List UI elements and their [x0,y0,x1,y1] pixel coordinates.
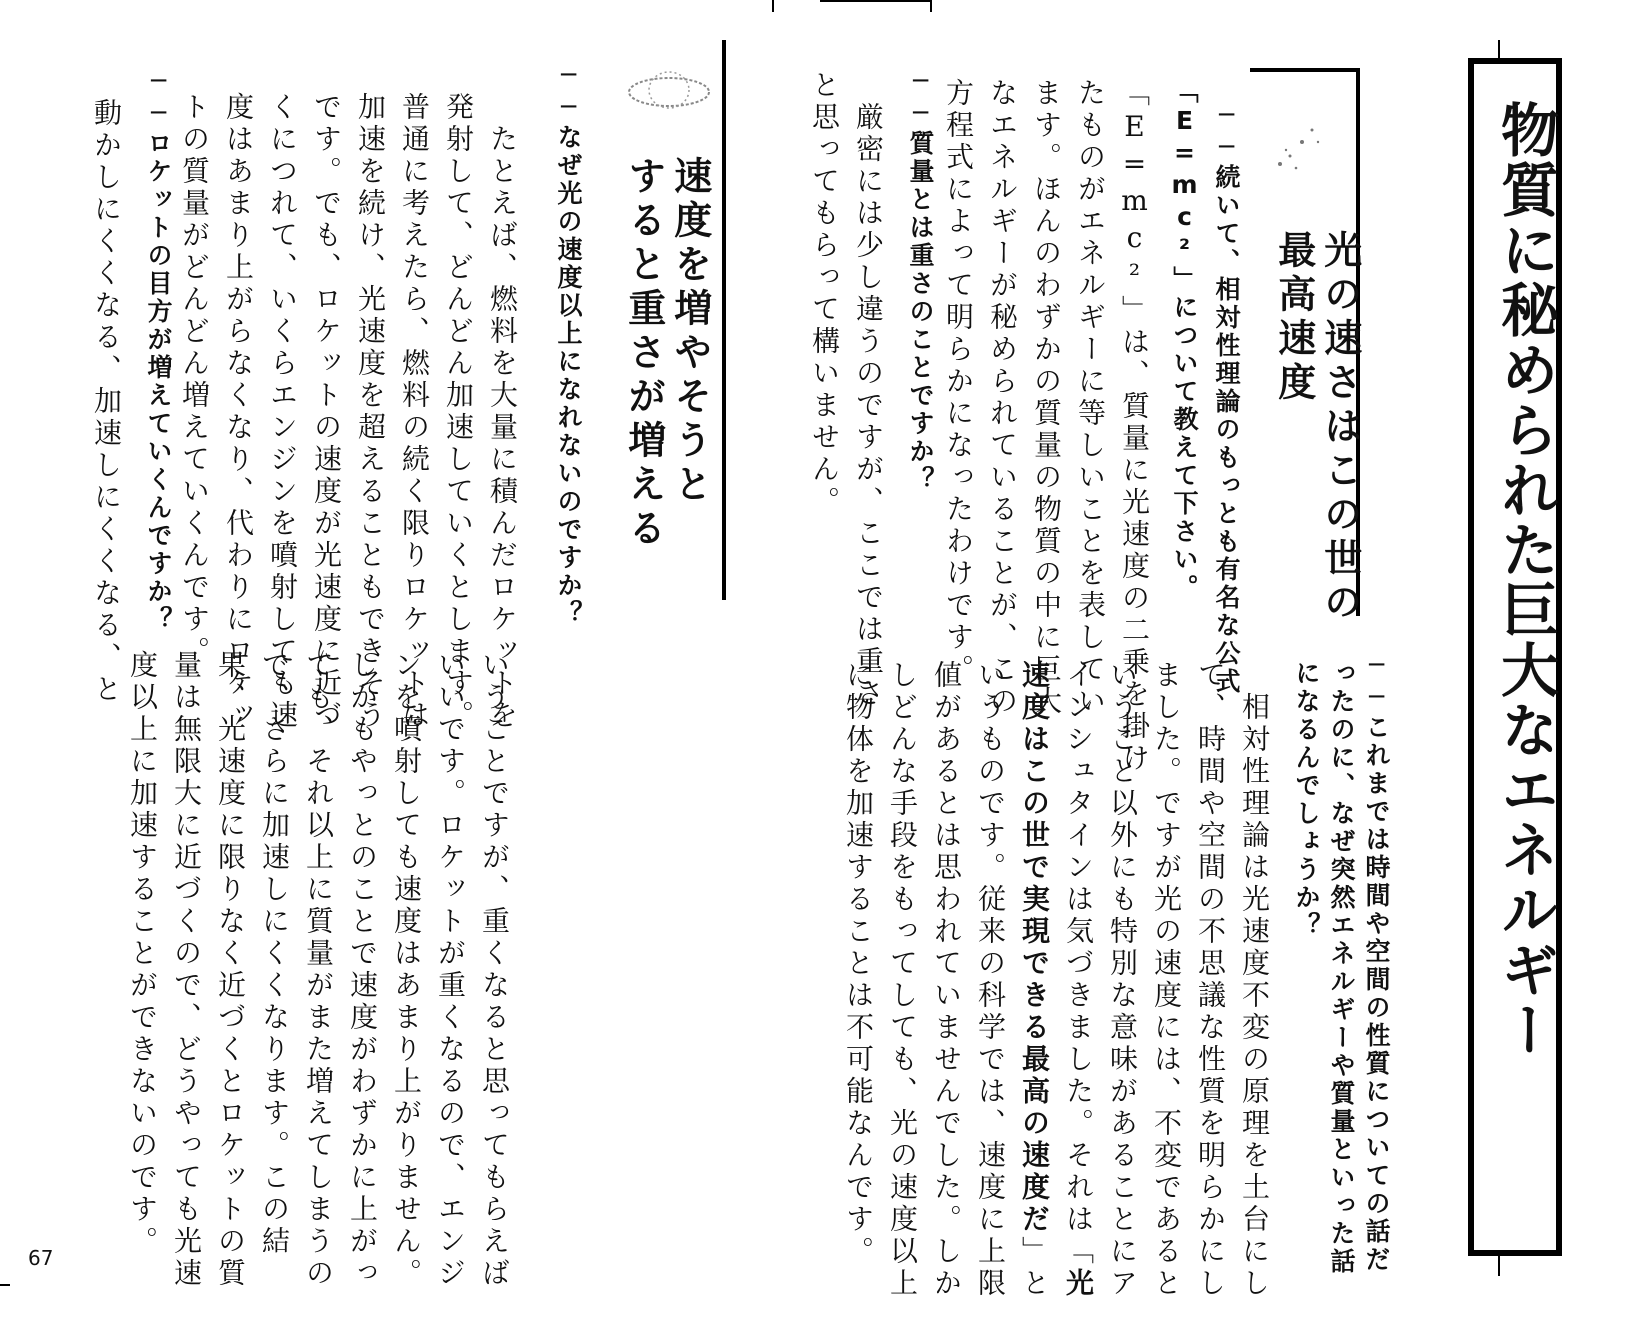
main-title: 物質に秘められた巨大なエネルギー [1491,100,1559,1060]
section2-answer1-line7: 度はあまり上がらなくなり、代わりにロケッ [222,92,255,732]
section2-answer1-line3: 普通に考えたら、燃料の続く限りロケットは [398,92,431,732]
emc2-answer-line2: たものがエネルギーに等しいことを表してい [1074,78,1107,718]
emc2-question-line2: 「E=mc²」について教えて下さい。 [1170,78,1199,602]
section1-question-line3: になるんでしょうか？ [1292,660,1321,940]
heading1-rule-top [1250,68,1360,72]
section2-answer2-line9: 度以上に加速することができないのです。 [126,650,159,1258]
section1-answer-line2: て、時間や空間の不思議な性質を明らかにし [1194,660,1227,1300]
emc2-answer-line1: 「E=mc²」は、質量に光速度の二乗を掛け [1118,78,1151,775]
emc2-answer-line5: 方程式によって明らかになったわけです。 [942,78,975,686]
section1-answer-line6 [1018,660,1051,1300]
emc2-question-line1: ──続いて、相対性理論のもっとも有名な公式 [1212,100,1241,696]
section2-answer1-line2: 発射して、どんどん加速していくとします。 [442,92,475,732]
top-crop-mark-2 [930,0,932,12]
mass-answer-line1: 厳密には少し違うのですが、ここでは重さ [852,70,885,710]
section1-heading-line2: 最高速度 [1271,230,1317,406]
section1-answer-line5 [1062,660,1095,1300]
section2-answer1-line5: です。でも、ロケットの速度が光速度に近づ [310,92,343,732]
section1-question-line2: ったのに、なぜ突然エネルギーや質量といった話 [1327,660,1356,1276]
heading2-rule-side [722,40,726,600]
top-crop-line [820,0,930,2]
emc2-answer-line3: ます。ほんのわずかの質量の物質の中に巨大 [1030,78,1063,718]
page-number: 67 [28,1246,54,1270]
section1-heading-line1: 光の速さはこの世の [1317,230,1363,626]
section1-question-line1: ──これまでは時間や空間の性質についての話だ [1362,650,1391,1274]
section2-answer2-line0: 動かしにくくなる、加速しにくくなる、と [90,66,123,706]
sparkle-icon [1268,112,1328,182]
section1-answer-line5-text: インシュタインは気づきました。それは「 [1062,660,1095,1268]
section2-answer1-line4: 加速を続け、光速度を超えることもできそう [354,92,387,732]
section2-answer2-line2: いいです。ロケットが重くなるので、エンジ [434,650,467,1290]
title-tick-bottom [1498,1256,1500,1276]
page-corner-mark [0,1284,10,1286]
section1-emphasis-end: 」と [1018,1236,1051,1300]
section1-emphasis: 速度はこの世で実現できる最高の速度だ [1018,660,1051,1236]
section2-answer1-line8: トの質量がどんどん増えていくんです。 [178,92,211,668]
title-tick [1498,40,1500,60]
section1-emphasis-start: 光 [1062,1268,1095,1300]
top-crop-mark [772,0,774,12]
section2-heading-line2: すると重さが増える [621,156,667,552]
mass-answer-line2: と思ってもらって構いません。 [808,70,841,518]
section1-answer-line8: 値があるとは思われていませんでした。しか [930,660,963,1300]
section2-answer1-line1: たとえば、燃料を大量に積んだロケットを [486,92,519,732]
mass-question: ──質量とは重さのことですか？ [906,66,935,494]
section1-answer-line3: ました。ですが光の速度には、不変であると [1150,660,1183,1300]
section2-answer2-line5: ても、それ以上に質量がまた増えてしまうの [302,650,335,1290]
section2-answer1-line6: くにつれて、いくらエンジンを噴射しても速 [266,92,299,732]
section2-answer2-line3: ンを噴射しても速度はあまり上がりません。 [390,650,423,1290]
emc2-answer-line4: なエネルギーが秘められていることが、この [986,78,1019,718]
section2-question1: ──なぜ光の速度以上になれないのですか？ [554,60,583,628]
section2-answer2-line7: 果、光速度に限りなく近づくとロケットの質 [214,650,247,1290]
section2-answer2-line6: で、さらに加速しにくくなります。この結 [258,650,291,1258]
planet-icon [624,62,714,122]
section1-answer-line10: に物体を加速することは不可能なんです。 [842,660,875,1268]
section2-answer2-line1: いうことですが、重くなると思ってもらえば [478,650,511,1290]
section1-answer-line4: いうこと以外にも特別な意味があることにア [1106,660,1139,1300]
section2-answer2-line8: 量は無限大に近づくので、どうやっても光速 [170,650,203,1290]
section1-answer-line1: 相対性理論は光速度不変の原理を土台にし [1238,660,1271,1300]
section2-question2: ──ロケットの目方が増えていくんですか？ [144,66,173,634]
section1-answer-line7: いうものです。従来の科学では、速度に上限 [974,660,1007,1300]
section1-answer-line9: しどんな手段をもってしても、光の速度以上 [886,660,919,1300]
section2-heading-line1: 速度を増やそうと [667,156,713,508]
section2-answer2-line4: しかもやっとのことで速度がわずかに上がっ [346,650,379,1290]
